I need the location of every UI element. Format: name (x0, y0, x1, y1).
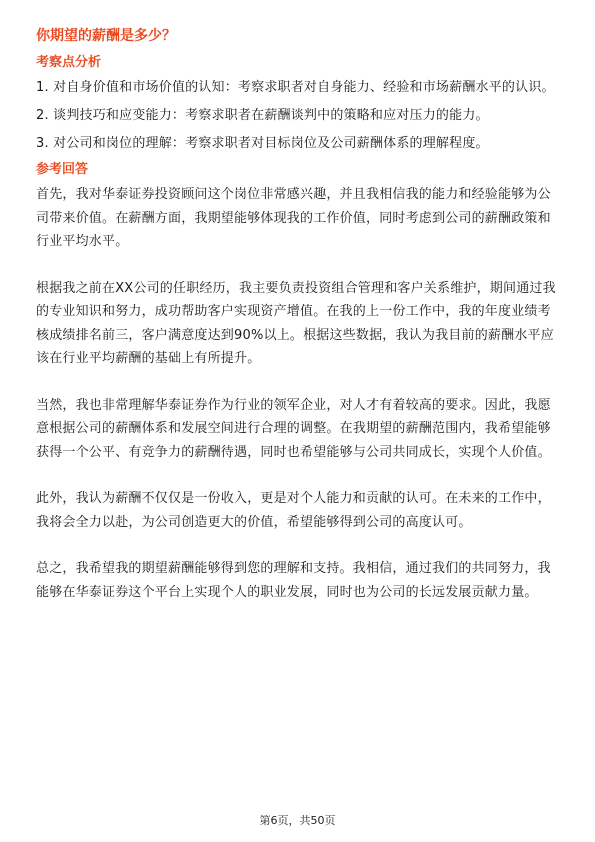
analysis-point: 1. 对自身价值和市场价值的认知：考察求职者对自身能力、经验和市场薪酬水平的认识。 (36, 80, 555, 95)
document-page (36, 26, 560, 627)
analysis-heading: 考察点分析 (36, 55, 102, 70)
answer-paragraph: 总之，我希望我的期望薪酬能够得到您的理解和支持。我相信，通过我们的共同努力，我能够在华泰证券这个平台上实现个人的职业发展，同时也为公司的长远发展贡献力量。 (36, 561, 551, 600)
answer-heading: 参考回答 (36, 162, 89, 177)
analysis-point: 3. 对公司和岗位的理解：考察求职者对目标岗位及公司薪酬体系的理解程度。 (36, 136, 489, 151)
analysis-point: 2. 谈判技巧和应变能力：考察求职者在薪酬谈判中的策略和应对压力的能力。 (36, 108, 489, 123)
answer-paragraph: 此外，我认为薪酬不仅仅是一份收入，更是对个人能力和贡献的认可。在未来的工作中，我将会全力以赴，为公司创造更大的价值，希望能够得到公司的高度认可。 (36, 491, 551, 530)
answer-paragraph: 根据我之前在XX公司的任职经历，我主要负责投资组合管理和客户关系维护，期间通过我的专业知识和努力，成功帮助客户实现资产增值。在我的上一份工作中，我的年度业绩考核成绩排名前三，客户满意度达到90%以上。根据这些数据，我认为我目前的薪酬水平应该在行业平均薪酬的基础上有所提升。 (36, 280, 556, 366)
page-number: 第6页，共50页 (259, 814, 336, 827)
question-heading: 你期望的薪酬是多少？ (36, 28, 176, 44)
answer-paragraph: 首先，我对华泰证券投资顾问这个岗位非常感兴趣，并且我相信我的能力和经验能够为公司带来价值。在薪酬方面，我期望能够体现我的工作价值，同时考虑到公司的薪酬政策和行业平均水平。 (36, 187, 551, 249)
answer-paragraph: 当然，我也非常理解华泰证券作为行业的领军企业，对人才有着较高的要求。因此，我愿意根据公司的薪酬体系和发展空间进行合理的调整。在我期望的薪酬范围内，我希望能够获得一个公平、有竞争力的薪酬待遇，同时也希望能够与公司共同成长，实现个人价值。 (36, 397, 551, 460)
